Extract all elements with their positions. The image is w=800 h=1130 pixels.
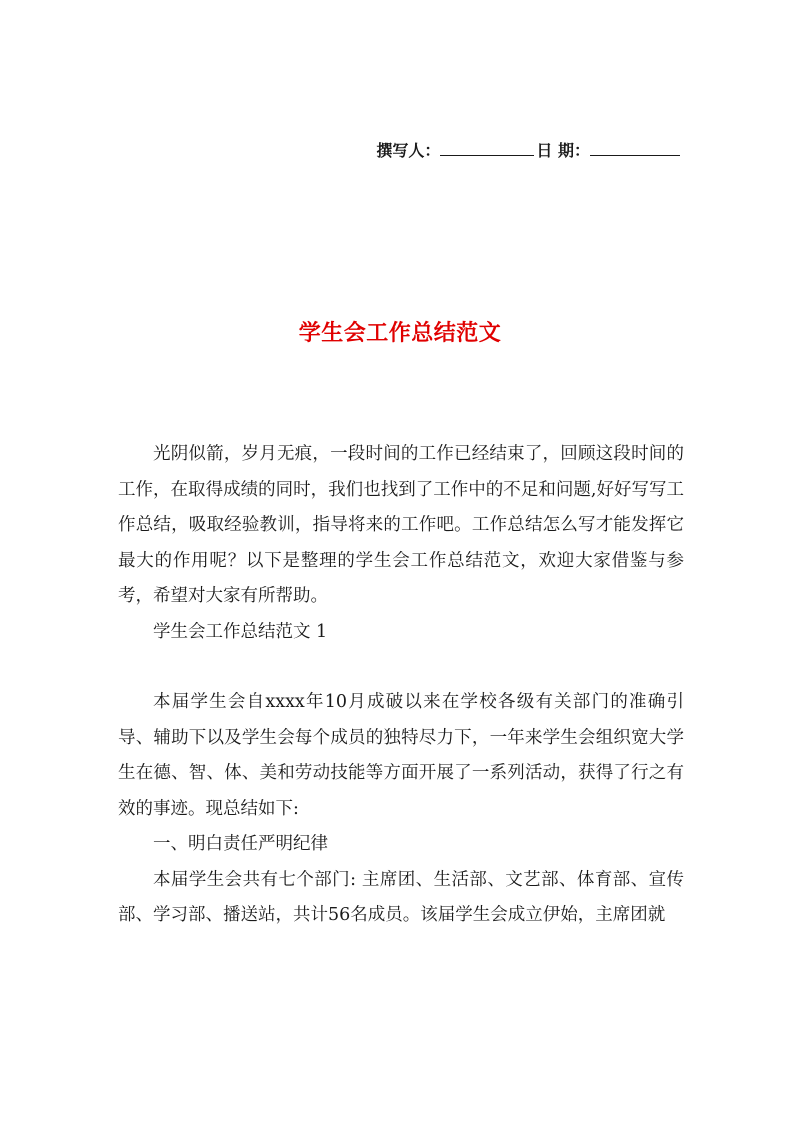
date-label: 日 期： xyxy=(536,141,590,160)
body-paragraph-1: 本届学生会自xxxx年10月成破以来在学校各级有关部门的准确引导、辅助下以及学生会每个成员的独特尽力下，一年来学生会组织宽大学生在德、智、体、美和劳动技能等方面开展了一系列活动，获得了行之有效的事迹。现总结如下: xyxy=(118,692,684,819)
author-label: 撰写人： xyxy=(376,141,441,160)
document-title: 学生会工作总结范文 xyxy=(298,320,502,346)
author-blank xyxy=(440,138,534,156)
section-gap xyxy=(118,650,684,685)
date-blank xyxy=(590,138,680,156)
intro-paragraph: 光阴似箭，岁月无痕，一段时间的工作已经结束了，回顾这段时间的工作，在取得成绩的同时，我们也找到了工作中的不足和问题,好好写写工作总结，吸取经验教训，指导将来的工作吧。工作总结怎么写才能发挥它最大的作用呢？以下是整理的学生会工作总结范文，欢迎大家借鉴与参考，希望对大家有所帮助。 xyxy=(118,444,684,606)
section-title: 学生会工作总结范文 1 xyxy=(153,621,328,642)
author-date-line xyxy=(376,138,680,161)
document-body xyxy=(118,437,684,934)
body-paragraph-2: 本届学生会共有七个部门: 主席团、生活部、文艺部、体育部、宣传部、学习部、播送站，共计56名成员。该届学生会成立伊始，主席团就 xyxy=(118,869,684,925)
heading-1: 一、明白责任严明纪律 xyxy=(153,834,328,854)
